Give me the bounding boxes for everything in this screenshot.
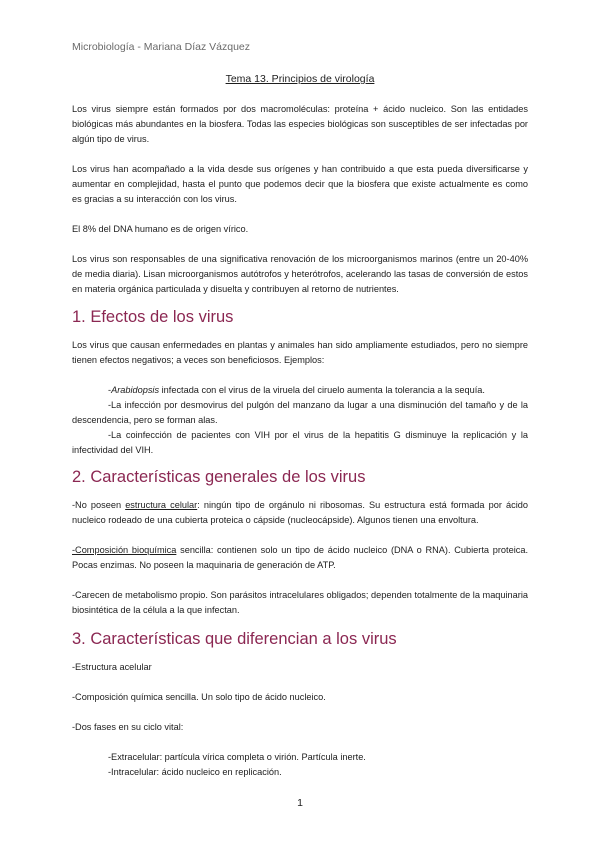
page-title: Tema 13. Principios de virología [225, 73, 375, 85]
example-1-text: infectada con el virus de la viruela del ciruelo aumenta la tolerancia a la sequía. [159, 385, 485, 395]
section-3-item-1: -Estructura acelular [72, 662, 152, 672]
section-1-examples [72, 383, 528, 458]
section-2-p1-prefix: -No poseen [72, 500, 126, 510]
section-2-p1-text: : ningún tipo de orgánulo ni ribosomas. Su estructura está formada por ácido nucleico rodeado de una cubierta proteica o cápside (nucleocápside). Algunos tienen una envoltura. [72, 500, 528, 525]
intro-paragraph-2: Los virus han acompañado a la vida desde sus orígenes y han contribuido a que esta pueda diversificarse y aumentar en complejidad, hasta el punto que podemos decir que la biosfera que existe actualmente es como es gracias a su interacción con los virus. [72, 164, 528, 204]
section-1-heading: 1. Efectos de los virus [72, 308, 234, 326]
section-1-text: Los virus que causan enfermedades en plantas y animales han sido ampliamente estudiados, pero no siempre tienen efectos negativos; a veces son beneficiosos. Ejemplos: [72, 340, 528, 365]
intro-paragraph-3: El 8% del DNA humano es de origen vírico. [72, 224, 249, 234]
section-2-paragraph-2 [72, 543, 528, 573]
page-number: 1 [297, 797, 303, 809]
section-3-heading: 3. Características que diferencian a los virus [72, 630, 397, 648]
intro-paragraph-4: Los virus son responsables de una significativa renovación de los microorganismos marinos (entre un 20-40% de media diaria). Lisan microorganismos autótrofos y heterótrofos, acelerando las tasas de conversión de estos en materia orgánica particulada y disuelta y contribuyen al retorno de nutrientes. [72, 254, 528, 294]
section-2-p1-term: estructura celular [125, 500, 198, 510]
section-2-heading: 2. Características generales de los virus [72, 468, 366, 486]
intro-paragraph-1: Los virus siempre están formados por dos macromoléculas: proteína + ácido nucleico. Son las entidades biológicas más abundantes en la biosfera. Todas las especies biológicas son susceptibles de ser infectadas por algún tipo de virus. [72, 104, 528, 144]
section-3-item-2: -Composición química sencilla. Un solo tipo de ácido nucleico. [72, 692, 326, 702]
example-1 [72, 383, 528, 398]
example-2: -La infección por desmovirus del pulgón del manzano da lugar a una disminución del tamaño y de la descendencia, pero se forman alas. [72, 400, 528, 425]
section-3-subitem-1: -Extracelular: partícula vírica completa o virión. Partícula inerte. [108, 752, 366, 762]
document-body [72, 102, 528, 780]
section-2-p2-term: -Composición bioquímica [72, 545, 177, 555]
section-2-p2-text: sencilla: contienen solo un tipo de ácido nucleico (DNA o RNA). Cubierta proteica. Pocas enzimas. No poseen la maquinaria de generación de ATP. [72, 545, 528, 570]
example-3: -La coinfección de pacientes con VIH por el virus de la hepatitis G disminuye la replicación y la infectividad del VIH. [72, 430, 528, 455]
section-3-subitem-2: -Intracelular: ácido nucleico en replicación. [108, 767, 282, 777]
section-3-item-3: -Dos fases en su ciclo vital: [72, 722, 184, 732]
section-2-paragraph-3: -Carecen de metabolismo propio. Son parásitos intracelulares obligados; dependen totalmente de la maquinaria biosintética de la célula a la que infectan. [72, 590, 528, 615]
page-header: Microbiología - Mariana Díaz Vázquez [72, 41, 250, 53]
example-1-species: Arabidopsis [111, 385, 160, 395]
section-2-paragraph-1 [72, 498, 528, 528]
example-1-prefix: - [108, 385, 112, 395]
